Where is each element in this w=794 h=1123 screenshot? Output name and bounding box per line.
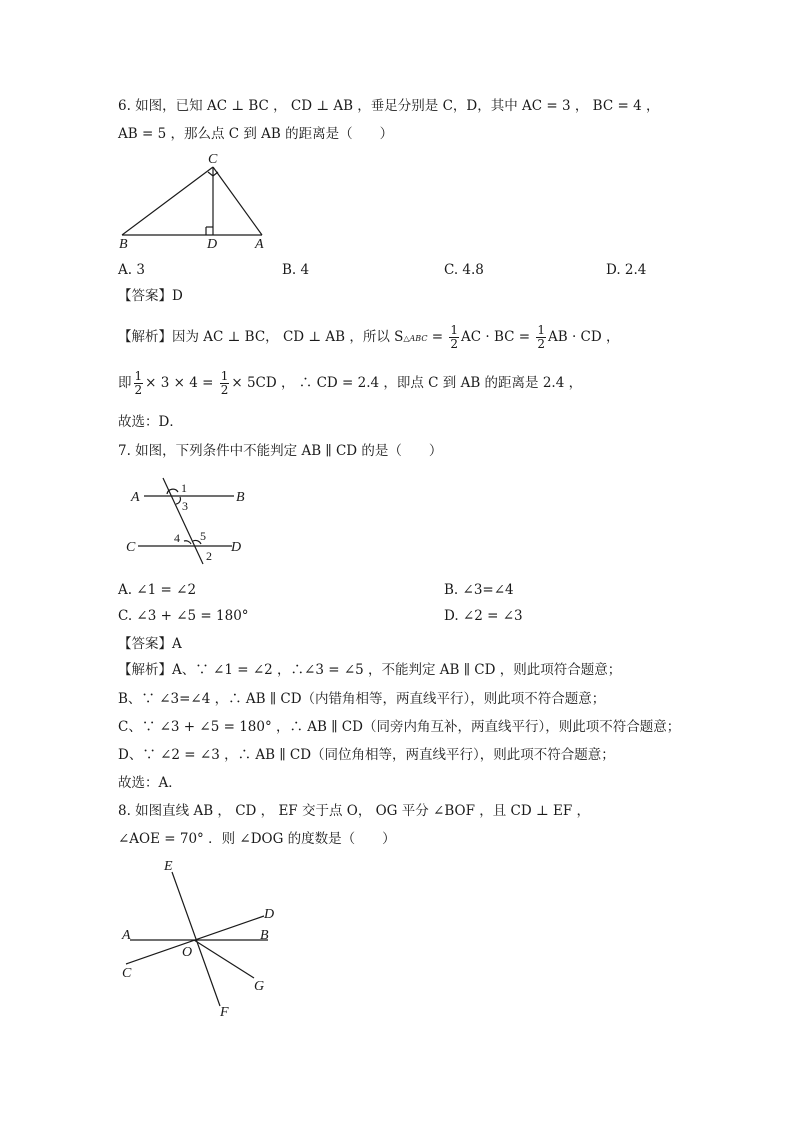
- q6-analysis-line-1: [118, 322, 620, 354]
- fraction-numerator: 1: [537, 323, 545, 337]
- fraction-numerator: 1: [450, 323, 458, 337]
- q7-angle-label-2: 2: [206, 549, 212, 563]
- q6-analysis-line-2: [118, 368, 582, 398]
- q6-area-subscript: △ABC: [403, 334, 428, 343]
- q6-fraction-half-4: [220, 370, 230, 397]
- q7-answer: 【答案】A: [118, 636, 182, 652]
- q6-figure: [114, 150, 284, 252]
- q6-option-b: B. 4: [282, 262, 310, 278]
- q7-option-b: B. ∠3=∠4: [444, 582, 514, 598]
- q6-label-c: C: [208, 152, 218, 167]
- q7-figure: [118, 474, 258, 566]
- q6-label-d: D: [207, 237, 218, 252]
- q6-fraction-half-2: [536, 324, 546, 351]
- fraction-numerator: 1: [220, 369, 229, 383]
- fraction-denominator: 2: [450, 337, 458, 351]
- q7-analysis-line-3: C、∵ ∠3 + ∠5 = 180° ，∴ AB ∥ CD（同旁内角互补，两直线平行），则此项不符合题意；: [118, 719, 681, 735]
- q6-fraction-half-3: [134, 370, 144, 397]
- q7-conclusion: 故选：A．: [118, 775, 182, 791]
- q6-label-b: B: [119, 237, 128, 252]
- q6-analysis-text-1a: 【解析】因为 AC ⊥ BC， CD ⊥ AB ，所以 S: [118, 329, 404, 345]
- q7-analysis-line-2: B、∵ ∠3=∠4 ，∴ AB ∥ CD（内错角相等，两直线平行），则此项不符合题意；: [118, 691, 606, 707]
- q7-option-d: D. ∠2 = ∠3: [444, 608, 523, 624]
- q6-conclusion: 故选：D．: [118, 414, 183, 430]
- q7-angle-label-4: 4: [174, 531, 180, 545]
- q6-fraction-half-1: [449, 324, 459, 351]
- q6-answer: 【答案】D: [118, 288, 183, 304]
- q7-option-c: C. ∠3 + ∠5 = 180°: [118, 608, 249, 624]
- q8-label-o: O: [182, 945, 193, 960]
- fraction-numerator: 1: [134, 369, 143, 383]
- q8-label-f: F: [220, 1005, 229, 1020]
- q7-label-c: C: [126, 540, 136, 555]
- q6-stem-line-2: AB = 5 ，那么点 C 到 AB 的距离是（ ）: [118, 126, 394, 142]
- q7-angle-label-5: 5: [200, 529, 206, 543]
- q7-analysis-line-1: 【解析】A、∵ ∠1 = ∠2 ，∴∠3 = ∠5 ，不能判定 AB ∥ CD ，则此项符合题意；: [118, 662, 622, 678]
- q8-label-a: A: [122, 928, 131, 943]
- q6-option-a: A. 3: [118, 262, 145, 278]
- q7-angle-label-1: 1: [181, 481, 187, 495]
- q7-angle-label-3: 3: [182, 499, 188, 513]
- q7-option-a: A. ∠1 = ∠2: [118, 582, 197, 598]
- q8-figure: [116, 856, 286, 1018]
- q8-label-c: C: [122, 966, 132, 981]
- q8-label-d: D: [264, 907, 275, 922]
- q7-label-a: A: [131, 490, 140, 505]
- q6-option-d: D. 2.4: [606, 262, 647, 278]
- q7-label-b: B: [236, 490, 245, 505]
- q6-analysis-text-2b: × 3 × 4 =: [145, 375, 218, 391]
- fraction-denominator: 2: [134, 383, 143, 397]
- q6-stem-line-1: 6. 如图，已知 AC ⊥ BC ， CD ⊥ AB ，垂足分别是 C，D，其中 AC = 3 ， BC = 4 ，: [118, 98, 660, 114]
- q6-option-c: C. 4.8: [444, 262, 484, 278]
- q6-analysis-text-2c: × 5CD ， ∴ CD = 2.4 ，即点 C 到 AB 的距离是 2.4 ，: [231, 375, 583, 391]
- q8-stem-line-2: ∠AOE = 70° ．则 ∠DOG 的度数是（ ）: [118, 831, 396, 847]
- fraction-denominator: 2: [220, 383, 229, 397]
- q6-analysis-text-1d: AB · CD ，: [548, 329, 620, 345]
- fraction-denominator: 2: [537, 337, 545, 351]
- q7-analysis-line-4: D、∵ ∠2 = ∠3 ，∴ AB ∥ CD（同位角相等，两直线平行），则此项不符合题意；: [118, 747, 615, 763]
- q8-label-b: B: [260, 928, 269, 943]
- q8-stem-line-1: 8. 如图直线 AB ， CD ， EF 交于点 O， OG 平分 ∠BOF ，且 CD ⊥ EF ，: [118, 803, 590, 819]
- q8-label-e: E: [164, 859, 173, 874]
- q8-label-g: G: [254, 979, 265, 994]
- q6-analysis-text-1b: =: [427, 329, 448, 345]
- q7-stem: 7. 如图，下列条件中不能判定 AB ∥ CD 的是（ ）: [118, 443, 443, 459]
- q6-label-a: A: [255, 237, 264, 252]
- q6-analysis-text-1c: AC · BC =: [461, 329, 535, 345]
- q7-label-d: D: [231, 540, 242, 555]
- q6-analysis-text-2a: 即: [118, 375, 132, 391]
